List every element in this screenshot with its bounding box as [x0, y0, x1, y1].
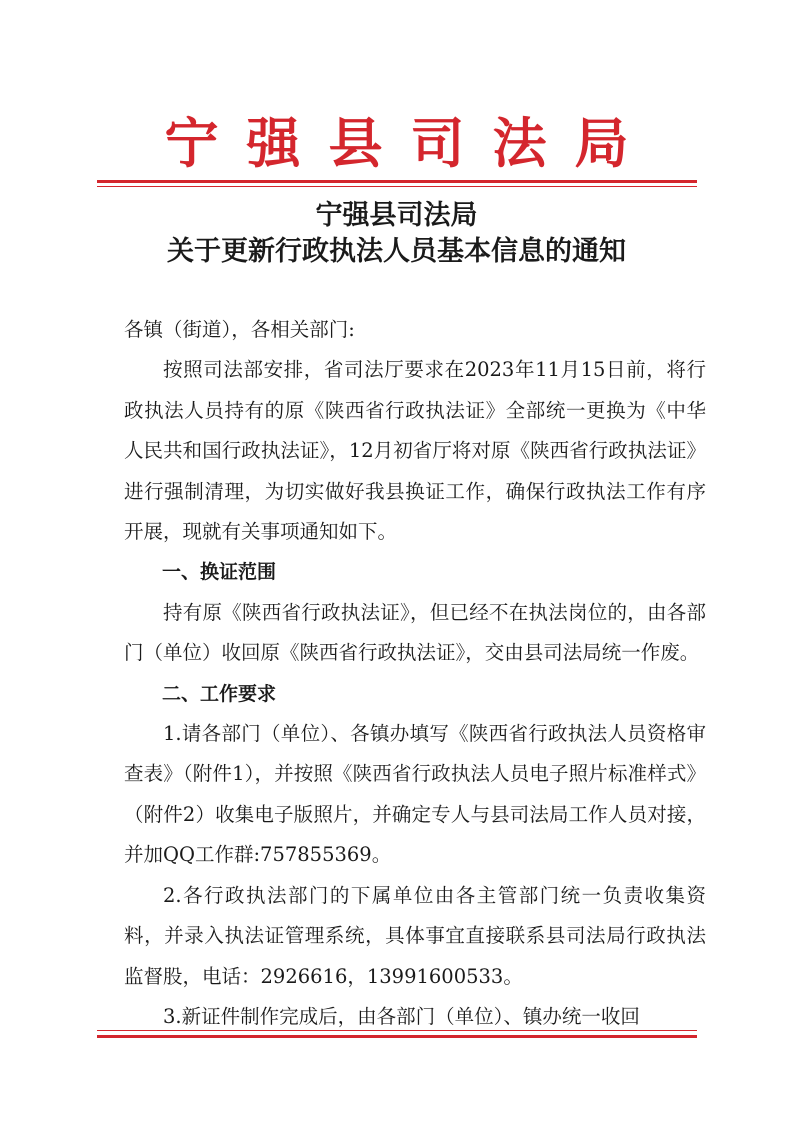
scope-paragraph: 持有原《陕西省行政执法证》，但已经不在执法岗位的，由各部门（单位）收回原《陕西省行政执法证》，交由县司法局统一作废。 [124, 600, 706, 665]
requirement-item-1: 1.请各部门（单位）、各镇办填写《陕西省行政执法人员资格审查表》（附件1），并按照《陕西省行政执法人员电子照片标准样式》（附件2）收集电子版照片，并确定专人与县司法局工作人员对接，并加QQ工作群:757855369。 [124, 722, 706, 867]
salutation: 各镇（街道），各相关部门: [124, 318, 355, 341]
section-heading-scope: 一、换证范围 [162, 561, 277, 584]
section-heading-requirements: 二、工作要求 [162, 682, 277, 705]
document-title-line2: 关于更新行政执法人员基本信息的通知 [167, 236, 626, 267]
footer-rule-thin [97, 1030, 697, 1031]
masthead-rule-thick [97, 180, 697, 183]
document-body [124, 310, 706, 1037]
footer-rule-thick [97, 1035, 697, 1038]
document-title-line1: 宁强县司法局 [315, 200, 478, 231]
requirement-item-3: 3.新证件制作完成后，由各部门（单位）、镇办统一收回 [163, 1004, 640, 1028]
requirement-item-2: 2.各行政执法部门的下属单位由各主管部门统一负责收集资料，并录入执法证管理系统，具体事宜直接联系县司法局行政执法监督股，电话：2926616，13991600533。 [124, 883, 706, 988]
masthead-org-name: 宁强县司法局 [164, 111, 657, 175]
masthead-rule-thin [97, 186, 697, 187]
intro-paragraph: 按照司法部安排，省司法厅要求在2023年11月15日前，将行政执法人员持有的原《陕西省行政执法证》全部统一更换为《中华人民共和国行政执法证》，12月初省厅将对原《陕西省行政执法证》进行强制清理，为切实做好我县换证工作，确保行政执法工作有序开展，现就有关事项通知如下。 [124, 358, 706, 544]
